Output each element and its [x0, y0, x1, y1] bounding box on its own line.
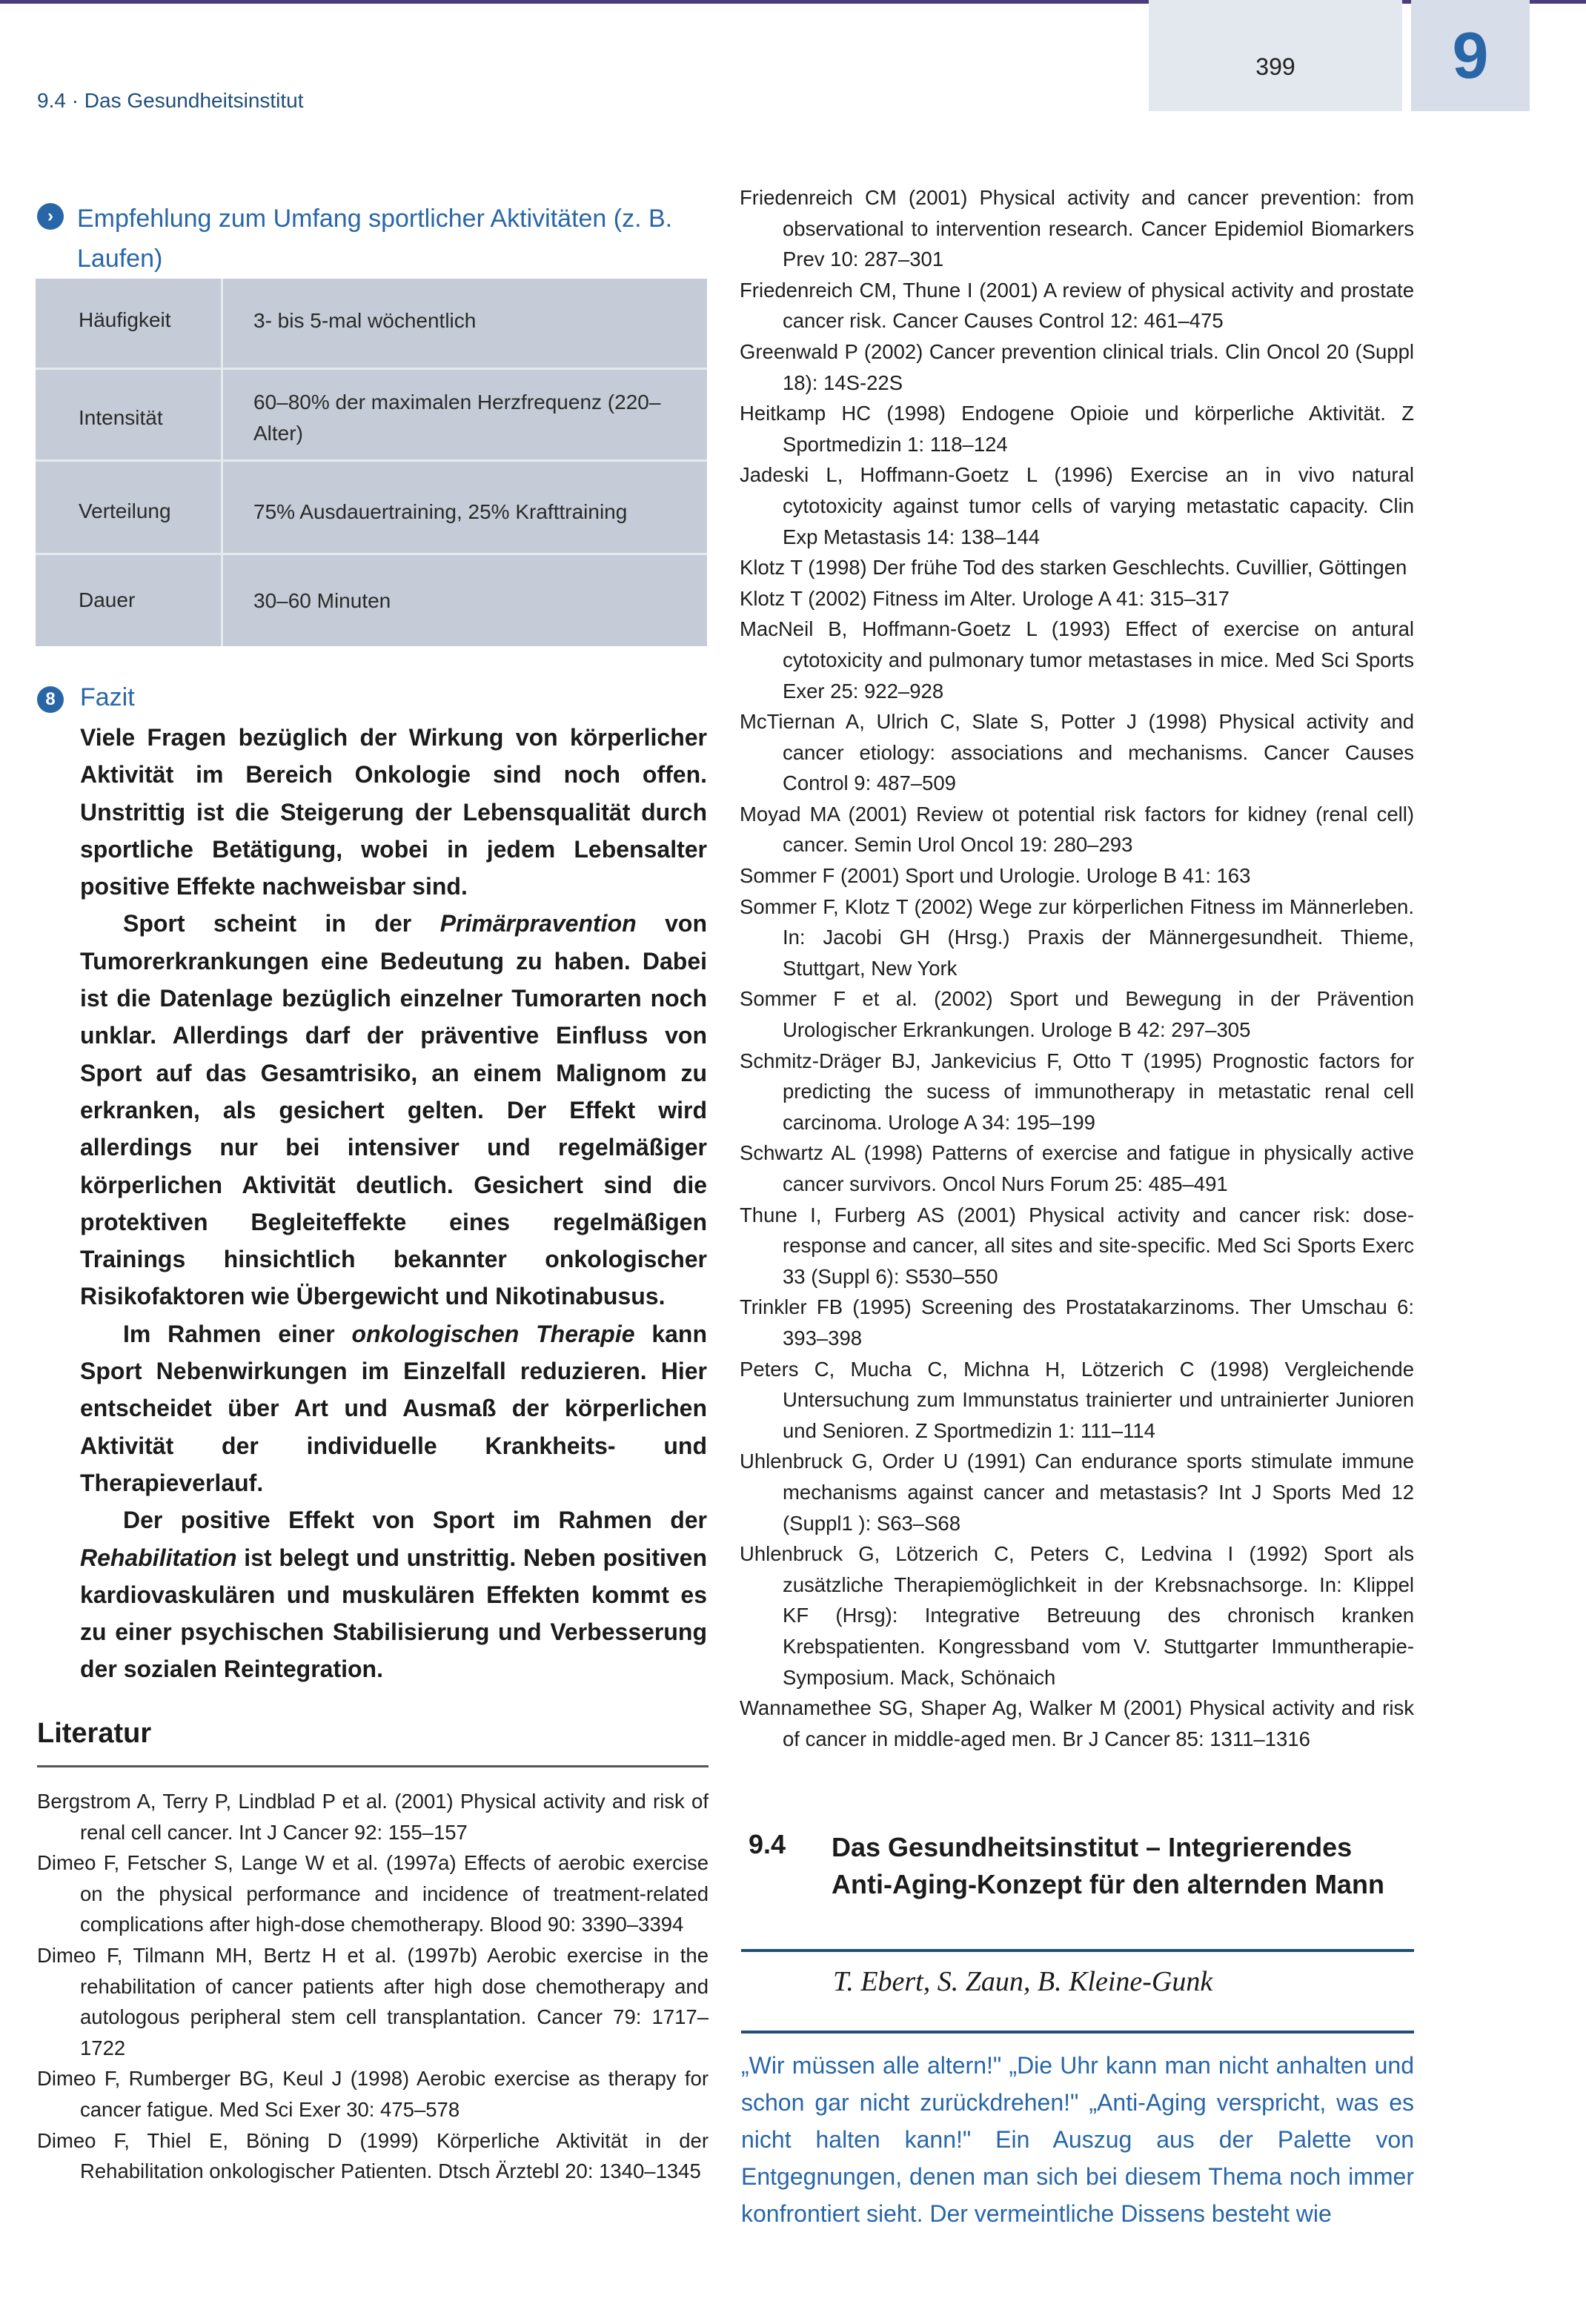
reference-item: Dimeo F, Fetscher S, Lange W et al. (1997a) Effects of aerobic exercise on the physical performance and incidence of treatment-related complications after high-dose chemotherapy. Blood 90: 3390–3394 — [37, 1851, 709, 1936]
table-value-distribution: 75% Ausdauertraining, 25% Krafttraining — [253, 500, 628, 523]
table-label-distribution: Verteilung — [79, 499, 171, 522]
reference-item: Wannamethee SG, Shaper Ag, Walker M (2001) Physical activity and risk of cancer in middle-aged men. Br J Cancer 85: 1311–1316 — [740, 1696, 1414, 1750]
page-number: 399 — [1149, 0, 1402, 111]
table-value-intensity: 60–80% der maximalen Herzfrequenz (220–Alter) — [253, 391, 661, 445]
reference-item: Sommer F et al. (2002) Sport und Bewegung in der Prävention Urologischer Erkrankungen. Urologe B 42: 297–305 — [740, 987, 1414, 1042]
table-label-duration: Dauer — [79, 588, 136, 611]
reference-item: Trinkler FB (1995) Screening des Prostatakarzinoms. Ther Umschau 6: 393–398 — [740, 1295, 1414, 1349]
literature-rule — [37, 1765, 709, 1767]
reference-item: Klotz T (2002) Fitness im Alter. Urologe A 41: 315–317 — [740, 586, 1230, 610]
table-label-frequency: Häufigkeit — [79, 308, 171, 331]
reference-list-right — [740, 182, 1414, 1754]
key-point-icon: 8 — [37, 686, 64, 713]
section-number: 9.4 — [749, 1829, 786, 1859]
table-label-intensity: Intensität — [79, 406, 163, 429]
table-row-divider — [36, 553, 707, 555]
fazit-text — [80, 719, 707, 1688]
reference-item: Dimeo F, Rumberger BG, Keul J (1998) Aerobic exercise as therapy for cancer fatigue. Med Sci Exer 30: 475–578 — [37, 2067, 709, 2121]
table-row-divider — [36, 459, 707, 462]
recommendation-heading: Empfehlung zum Umfang sportlicher Aktivitäten (z. B. Laufen) — [77, 205, 673, 273]
reference-item: Schmitz-Dräger BJ, Jankevicius F, Otto T (1995) Prognostic factors for predicting the sucess of immunotherapy in metastatic renal cell carcinoma. Urologe A 34: 195–199 — [740, 1049, 1414, 1134]
table-value-frequency: 3- bis 5-mal wöchentlich — [253, 309, 477, 332]
section-rule-bottom — [741, 2031, 1414, 2034]
reference-item: Uhlenbruck G, Order U (1991) Can endurance sports stimulate immune mechanisms against cancer and metastasis? Int J Sports Med 12 (Suppl1 ): S63–S68 — [740, 1450, 1414, 1535]
reference-item: Schwartz AL (1998) Patterns of exercise and fatigue in physically active cancer survivors. Oncol Nurs Forum 25: 485–491 — [740, 1141, 1414, 1195]
reference-item: Heitkamp HC (1998) Endogene Opioie und körperliche Aktivität. Z Sportmedizin 1: 118–124 — [740, 402, 1414, 456]
reference-item: Klotz T (1998) Der frühe Tod des starken Geschlechts. Cuvillier, Göttingen — [740, 556, 1407, 580]
reference-item: Friedenreich CM, Thune I (2001) A review of physical activity and prostate cancer risk. Cancer Causes Control 12: 461–475 — [740, 278, 1414, 333]
reference-item: Moyad MA (2001) Review ot potential risk factors for kidney (renal cell) cancer. Semin Urol Oncol 19: 280–293 — [740, 802, 1414, 857]
reference-item: Thune I, Furberg AS (2001) Physical activity and cancer risk: dose-response and cancer, all sites and site-specific. Med Sci Sports Exerc 33 (Suppl 6): S530–550 — [740, 1203, 1414, 1288]
arrow-right-icon: › — [37, 203, 64, 230]
reference-item: Dimeo F, Thiel E, Böning D (1999) Körperliche Aktivität in der Rehabilitation onkologischer Patienten. Dtsch Ärztebl 20: 1340–1345 — [37, 2128, 709, 2183]
recommendation-table — [36, 279, 707, 646]
running-header: 9.4 · Das Gesundheitsinstitut — [37, 89, 304, 112]
fazit-heading: Fazit — [80, 683, 135, 711]
reference-item: Bergstrom A, Terry P, Lindblad P et al. (2001) Physical activity and risk of renal cell cancer. Int J Cancer 92: 155–157 — [37, 1790, 709, 1844]
reference-item: MacNeil B, Hoffmann-Goetz L (1993) Effect of exercise on antural cytotoxicity and pulmonary tumor metastases in mice. Med Sci Sports Exer 25: 922–928 — [740, 617, 1414, 703]
reference-item: Greenwald P (2002) Cancer prevention clinical trials. Clin Oncol 20 (Suppl 18): 14S-22S — [740, 339, 1414, 394]
section-authors: T. Ebert, S. Zaun, B. Kleine-Gunk — [833, 1966, 1213, 1997]
section-title: Das Gesundheitsinstitut – Integrierendes Anti-Aging-Konzept für den alternden Mann — [832, 1832, 1384, 1899]
literature-heading: Literatur — [37, 1718, 152, 1749]
reference-item: McTiernan A, Ulrich C, Slate S, Potter J (1998) Physical activity and cancer etiology: associations and mechanisms. Cancer Causes Control 9: 487–509 — [740, 710, 1414, 795]
fazit-paragraph: Viele Fragen bezüglich der Wirkung von körperlicher Aktivität im Bereich Onkologie sind noch offen. Unstrittig ist die Steigerung der Lebensqualität durch sportliche Betätigung, wobei in jedem Lebensalter positive Effekte nachweisbar sind. — [80, 724, 707, 900]
section-intro: „Wir müssen alle altern!" „Die Uhr kann man nicht anhalten und schon gar nicht zurückdrehen!" „Anti-Aging verspricht, was es nicht halten kann!" Ein Auszug aus der Palette von Entgegnungen, denen man sich bei diesem Thema noch immer konfrontiert sieht. Der vermeintliche Dissens besteht wie — [741, 2052, 1414, 2227]
table-value-duration: 30–60 Minuten — [253, 589, 391, 612]
reference-item: Uhlenbruck G, Lötzerich C, Peters C, Ledvina I (1992) Sport als zusätzliche Therapiemöglichkeit in der Krebsnachsorge. In: Klippel KF (Hrsg): Integrative Betreuung des chronisch kranken Krebspatienten. Kongressband vom V. Stuttgarter Immuntherapie-Symposium. Mack, Schönaich — [740, 1542, 1414, 1689]
fazit-paragraph: Im Rahmen einer onkologischen Therapie kann Sport Nebenwirkungen im Einzelfall reduzieren. Hier entscheidet über Art und Ausmaß der körperlichen Aktivität der individuelle Krankheits- und Therapieverlauf. — [80, 1320, 707, 1496]
reference-item: Friedenreich CM (2001) Physical activity and cancer prevention: from observational to intervention research. Cancer Epidemiol Biomarkers Prev 10: 287–301 — [740, 186, 1414, 271]
table-column-divider — [221, 279, 223, 646]
table-row-divider — [36, 368, 707, 370]
section-rule-top — [741, 1949, 1414, 1952]
chapter-tab: 9 — [1411, 0, 1530, 111]
reference-item: Sommer F (2001) Sport und Urologie. Urologe B 41: 163 — [740, 864, 1251, 888]
reference-item: Dimeo F, Tilmann MH, Bertz H et al. (1997b) Aerobic exercise in the rehabilitation of cancer patients after high dose chemotherapy and autologous peripheral stem cell transplantation. Cancer 79: 1717–1722 — [37, 1943, 709, 2059]
fazit-paragraph: Der positive Effekt von Sport im Rahmen der Rehabilitation ist belegt und unstrittig. Neben positiven kardiovaskulären und muskulären Effekten kommt es zu einer psychischen Stabilisierung und Verbesserung der sozialen Reintegration. — [80, 1507, 707, 1683]
reference-list-left — [37, 1786, 709, 2187]
reference-item: Sommer F, Klotz T (2002) Wege zur körperlichen Fitness im Männerleben. In: Jacobi GH (Hrsg.) Praxis der Männergesundheit. Thieme, Stuttgart, New York — [740, 894, 1414, 980]
reference-item: Peters C, Mucha C, Michna H, Lötzerich C (1998) Vergleichende Untersuchung zum Immunstatus trainierter und untrainierter Junioren und Senioren. Z Sportmedizin 1: 111–114 — [740, 1357, 1414, 1442]
fazit-paragraph: Sport scheint in der Primärpravention von Tumorerkrankungen eine Bedeutung zu haben. Dabei ist die Datenlage bezüglich einzelner Tumorarten noch unklar. Allerdings darf der präventive Einfluss von Sport auf das Gesamtrisiko, an einem Malignom zu erkranken, als gesichert gelten. Der Effekt wird allerdings nur bei intensiver und regelmäßiger körperlichen Aktivität deutlich. Gesichert sind die protektiven Begleiteffekte eines regelmäßigen Trainings hinsichtlich bekannter onkologischer Risikofaktoren wie Übergewicht und Nikotinabusus. — [80, 910, 708, 1310]
reference-item: Jadeski L, Hoffmann-Goetz L (1996) Exercise an in vivo natural cytotoxicity against tumor cells of varying metastatic capacity. Clin Exp Metastasis 14: 138–144 — [740, 463, 1414, 548]
